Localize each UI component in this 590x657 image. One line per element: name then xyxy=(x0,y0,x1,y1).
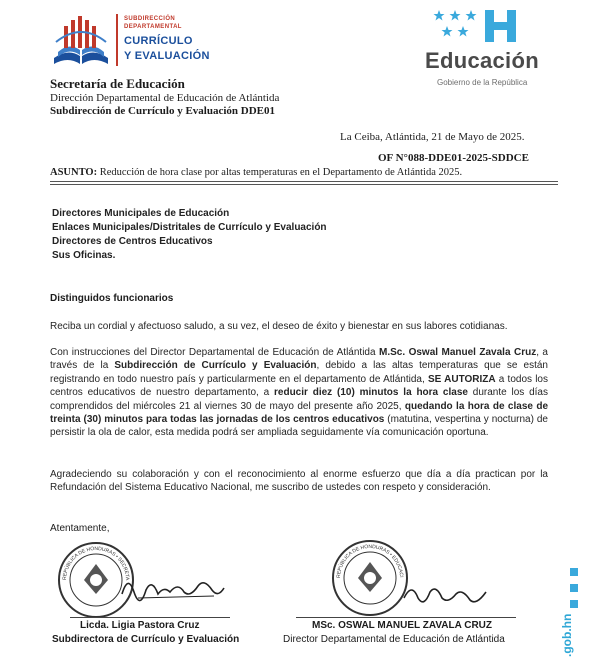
text-run: Con instrucciones del Director Departamental de Educación de Atlántida xyxy=(50,347,380,358)
paragraph-closing: Agradeciendo su colaboración y con el reconocimiento al enorme esfuerzo que día a día practican por la Refundación del Sistema Educativo Nacional, me suscribo de ustedes con respeto y consideración. xyxy=(50,469,548,494)
curriculo-evaluacion-logo xyxy=(50,10,250,68)
director-seal-stamp-icon xyxy=(330,538,410,618)
director-signature-icon xyxy=(400,578,490,612)
schedule-text: quedando la hora de clase de treinta (30) minutos para todas las jornadas de los centros educativos xyxy=(50,400,549,426)
org-name: Secretaría de Educación xyxy=(50,76,185,91)
reduction-text: reducir diez (10) minutos la hora clase xyxy=(274,387,468,399)
text-run: , a través de la xyxy=(50,347,548,372)
signature-line xyxy=(70,617,230,618)
text-run: a todos los centros educativos de nuestro departamento, a xyxy=(50,373,548,399)
logo-text-line1: SUBDIRECCIÓN xyxy=(124,16,176,22)
text-run: (matutina, vespertina y nocturna) de persistir la ola de calor, esta medida podrá ser ampliada seguidamente vía comunicación oportuna. xyxy=(50,414,548,439)
signatory-name: Licda. Ligia Pastora Cruz xyxy=(80,620,200,631)
paragraph-salutation: Reciba un cordial y afectuoso saludo, a su vez, el deseo de éxito y bienestar en sus labores cotidianas. xyxy=(50,321,508,332)
educacion-logo xyxy=(425,8,585,88)
subject-label: ASUNTO: xyxy=(50,167,98,178)
paragraph-instructions xyxy=(50,346,548,440)
svg-text:REPÚBLICA DE HONDURAS • EDUCAC: REPÚBLICA DE HONDURAS • EDUCACI xyxy=(335,543,405,579)
signature-line xyxy=(296,617,516,618)
subject-rule-2 xyxy=(50,184,558,185)
subject-text: Reducción de hora clase por altas temperaturas en el Departamento de Atlántida 2025. xyxy=(97,167,463,178)
logo-subtitle: Gobierno de la República xyxy=(437,78,528,87)
signatory-title: Director Departamental de Educación de Atlántida xyxy=(283,634,505,645)
org-subdirection: Subdirección de Currículo y Evaluación DDE01 xyxy=(50,105,276,117)
document-date: La Ceiba, Atlántida, 21 de Mayo de 2025. xyxy=(340,131,525,143)
logo-divider xyxy=(116,14,118,66)
open-book-logo-icon xyxy=(50,12,112,68)
logo-title: Educación xyxy=(425,48,539,73)
signatory-title: Subdirectora de Currículo y Evaluación xyxy=(52,634,240,645)
office-number: OF N°088-DDE01-2025-SDDCE xyxy=(378,152,529,164)
org-department: Dirección Departamental de Educación de Atlántida xyxy=(50,92,280,104)
recipient-line: Directores de Centros Educativos xyxy=(52,236,213,247)
logo-text-line2: DEPARTAMENTAL xyxy=(124,24,182,30)
authorization-text: SE AUTORIZA xyxy=(427,373,496,385)
logo-text-line4: Y EVALUACIÓN xyxy=(124,50,210,62)
subject-line xyxy=(50,167,558,178)
text-run: durante los días comprendidos del miércoles 21 al viernes 30 de mayo del presente año 2025, xyxy=(50,387,548,412)
text-run: , debido a las altas temperaturas que se están registrando en todo nuestro país y particularmente en el departamento de Atlántida, xyxy=(50,360,548,385)
subject-rule xyxy=(50,181,558,182)
svg-text:REPÚBLICA DE HONDURAS • SECRET: REPÚBLICA DE HONDURAS • SECRETA xyxy=(61,545,131,581)
website-url: .gob.hn xyxy=(560,613,574,657)
director-name: M.Sc. Oswal Manuel Zavala Cruz xyxy=(379,347,537,358)
signatory-name: MSc. OSWAL MANUEL ZAVALA CRUZ xyxy=(312,620,492,631)
recipient-line: Directores Municipales de Educación xyxy=(52,208,230,219)
stars-h-logo-icon xyxy=(433,8,533,46)
recipient-line: Enlaces Municipales/Distritales de Currículo y Evaluación xyxy=(52,222,327,233)
subdirection-name: Subdirección de Currículo y Evaluación xyxy=(114,360,317,372)
handwritten-signature-icon xyxy=(118,568,228,608)
greeting: Distinguidos funcionarios xyxy=(50,293,174,304)
closing-salutation: Atentamente, xyxy=(50,523,110,534)
logo-text-line3: CURRÍCULO xyxy=(124,35,193,47)
recipient-line: Sus Oficinas. xyxy=(52,250,116,261)
